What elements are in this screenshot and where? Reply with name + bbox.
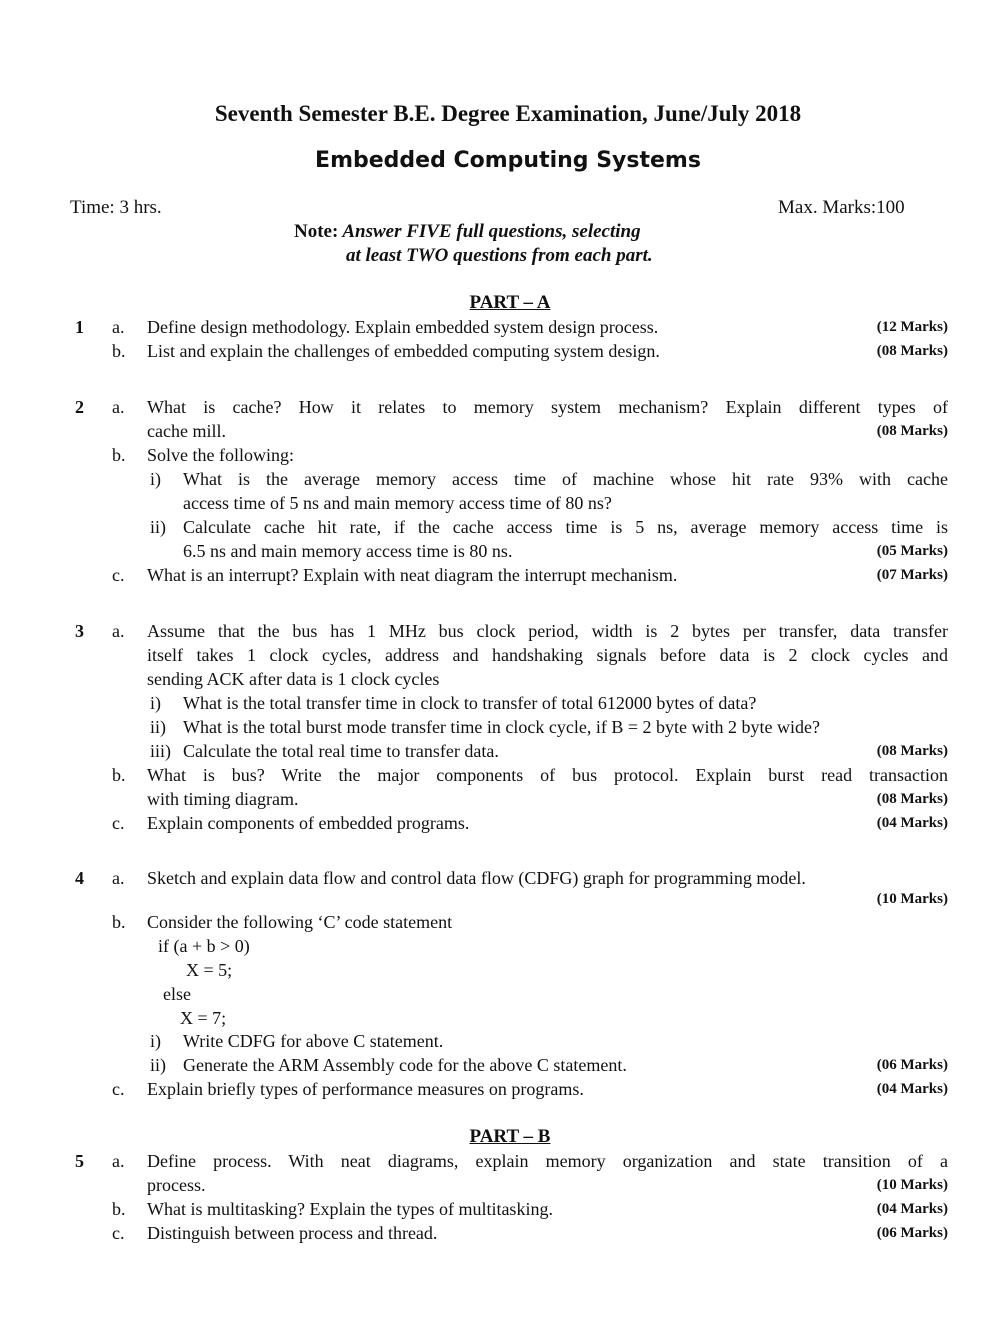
- marks: (07 Marks): [876, 567, 948, 583]
- sub-label: b.: [112, 341, 126, 361]
- sub-label: b.: [112, 765, 126, 785]
- question-text: access time of 5 ns and main memory access time of 80 ns?: [183, 493, 612, 513]
- note-line-1: [294, 221, 641, 243]
- max-marks: Max. Marks:100: [778, 197, 905, 218]
- marks: (06 Marks): [876, 1225, 948, 1241]
- code-line: X = 7;: [180, 1008, 227, 1028]
- subject-title: Embedded Computing Systems: [315, 148, 701, 173]
- question-text: Sketch and explain data flow and control data flow (CDFG) graph for programming model.: [147, 868, 806, 888]
- marks: (12 Marks): [876, 319, 948, 335]
- exam-title: Seventh Semester B.E. Degree Examination, June/July 2018: [214, 101, 802, 126]
- sub-label: c.: [112, 1223, 125, 1243]
- question-text: Calculate the total real time to transfer data.: [183, 741, 499, 761]
- sub-label: i): [150, 1031, 161, 1051]
- question-text: Explain briefly types of performance measures on programs.: [147, 1079, 584, 1099]
- marks: (04 Marks): [876, 1201, 948, 1217]
- sub-label: b.: [112, 912, 126, 932]
- question-number: 5: [75, 1151, 84, 1171]
- sub-label: a.: [112, 317, 125, 337]
- sub-label: iii): [150, 741, 171, 761]
- code-line: X = 5;: [186, 960, 233, 980]
- sub-label: c.: [112, 813, 125, 833]
- question-text: Generate the ARM Assembly code for the above C statement.: [183, 1055, 627, 1075]
- note-text-1: Answer FIVE full questions, selecting: [342, 221, 641, 242]
- sub-label: i): [150, 693, 161, 713]
- question-text: Consider the following ‘C’ code statement: [147, 912, 453, 932]
- sub-label: b.: [112, 1199, 126, 1219]
- marks: (08 Marks): [876, 343, 948, 359]
- code-line: else: [163, 984, 191, 1004]
- question-text: What is the total burst mode transfer time in clock cycle, if B = 2 byte with 2 byte wide?: [183, 717, 820, 737]
- question-text: Calculate cache hit rate, if the cache access time is 5 ns, average memory access time is: [183, 517, 948, 537]
- question-text: Write CDFG for above C statement.: [183, 1031, 444, 1051]
- marks: (08 Marks): [876, 743, 948, 759]
- question-number: 1: [75, 317, 84, 337]
- question-text: Define design methodology. Explain embedded system design process.: [147, 317, 659, 337]
- marks: (10 Marks): [876, 891, 948, 907]
- sub-label: a.: [112, 621, 125, 641]
- question-text: Solve the following:: [147, 445, 294, 465]
- sub-label: a.: [112, 397, 125, 417]
- question-text: What is an interrupt? Explain with neat diagram the interrupt mechanism.: [147, 565, 678, 585]
- question-text: itself takes 1 clock cycles, address and handshaking signals before data is 2 clock cycles and: [147, 645, 948, 665]
- question-text: 6.5 ns and main memory access time is 80 ns.: [183, 541, 513, 561]
- question-text: What is the average memory access time of machine whose hit rate 93% with cache: [183, 469, 948, 489]
- sub-label: a.: [112, 868, 125, 888]
- question-text: What is the total transfer time in clock to transfer of total 612000 bytes of data?: [183, 693, 757, 713]
- question-text: Explain components of embedded programs.: [147, 813, 470, 833]
- marks: (08 Marks): [876, 791, 948, 807]
- part-a-heading: PART – A: [469, 292, 551, 313]
- question-number: 2: [75, 397, 84, 417]
- question-number: 3: [75, 621, 84, 641]
- marks: (08 Marks): [876, 423, 948, 439]
- note-line-2: at least TWO questions from each part.: [346, 245, 653, 266]
- sub-label: c.: [112, 565, 125, 585]
- question-text: process.: [147, 1175, 206, 1195]
- sub-label: c.: [112, 1079, 125, 1099]
- note-label: Note:: [294, 221, 339, 242]
- code-line: if (a + b > 0): [158, 936, 250, 956]
- sub-label: a.: [112, 1151, 125, 1171]
- question-text: Define process. With neat diagrams, explain memory organization and state transition of a: [147, 1151, 948, 1171]
- question-text: What is cache? How it relates to memory system mechanism? Explain different types of: [147, 397, 948, 417]
- part-b-heading: PART – B: [469, 1126, 551, 1147]
- marks: (05 Marks): [876, 543, 948, 559]
- marks: (10 Marks): [876, 1177, 948, 1193]
- marks: (04 Marks): [876, 1081, 948, 1097]
- sub-label: i): [150, 469, 161, 489]
- marks: (06 Marks): [876, 1057, 948, 1073]
- question-text: What is multitasking? Explain the types of multitasking.: [147, 1199, 553, 1219]
- question-text: sending ACK after data is 1 clock cycles: [147, 669, 440, 689]
- sub-label: b.: [112, 445, 126, 465]
- question-text: What is bus? Write the major components of bus protocol. Explain burst read transaction: [147, 765, 948, 785]
- sub-label: ii): [150, 517, 166, 537]
- question-text: Distinguish between process and thread.: [147, 1223, 438, 1243]
- question-text: cache mill.: [147, 421, 226, 441]
- sub-label: ii): [150, 1055, 166, 1075]
- question-text: with timing diagram.: [147, 789, 299, 809]
- marks: (04 Marks): [876, 815, 948, 831]
- sub-label: ii): [150, 717, 166, 737]
- question-text: Assume that the bus has 1 MHz bus clock period, width is 2 bytes per transfer, data transfer: [147, 621, 948, 641]
- question-text: List and explain the challenges of embedded computing system design.: [147, 341, 660, 361]
- time-allowed: Time: 3 hrs.: [70, 197, 162, 218]
- question-number: 4: [75, 868, 84, 888]
